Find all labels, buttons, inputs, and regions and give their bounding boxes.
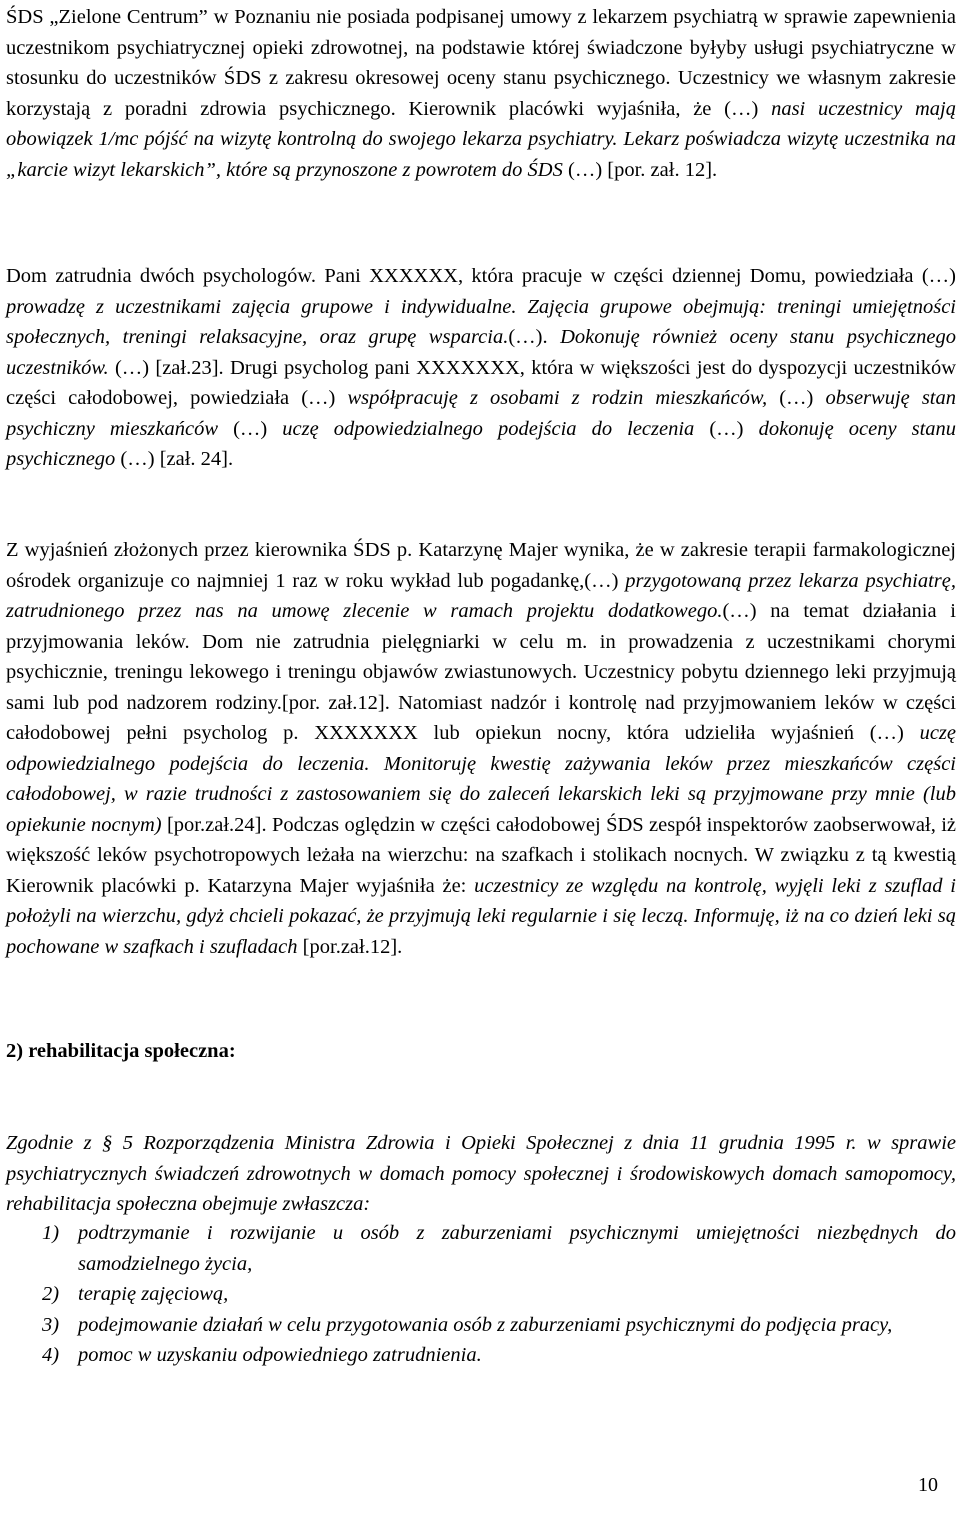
list-item-text: podtrzymanie i rozwijanie u osób z zaburzeniami psychicznymi umiejętności niezbędnych do samodzielnego życia, (78, 1222, 956, 1275)
italic-quote-run: Dokonuję również oceny stanu psychicznego uczestników. (6, 326, 957, 379)
text-run: (…). (508, 326, 561, 348)
list-item (6, 1279, 956, 1310)
page-number: 10 (918, 1474, 938, 1496)
text-run: ŚDS „Zielone Centrum” w Poznaniu nie posiada podpisanej umowy z lekarzem psychiatrą w sprawie zapewnienia uczestnikom psychiatrycznej opieki zdrowotnej, na podstawie której świadczone byłyby usługi psychiatryczne w stosunku do uczestników ŚDS z zakresu okresowej oceny stanu psychicznego. Uczestnicy we własnym zakresie korzystają z poradni zdrowia psychicznego. Kierownik placówki wyjaśniła, że (…) (6, 6, 956, 120)
list-item-text: pomoc w uzyskaniu odpowiedniego zatrudnienia. (78, 1344, 482, 1366)
list-item-number: 3) (42, 1313, 60, 1336)
list-item-text: podejmowanie działań w celu przygotowania osób z zaburzeniami psychicznymi do podjęcia pracy, (78, 1313, 893, 1336)
italic-quote-run: uczestnicy ze względu na kontrolę, wyjęli leki z szuflad i położyli na wierzchu, gdyż chcieli pokazać, że przyjmują leki regularnie i się leczą. Informuję, iż na co dzień leki są pochowane w szafkach i szufladach (6, 874, 957, 958)
italic-quote-run: prowadzę z uczestnikami zajęcia grupowe i indywidualne. Zajęcia grupowe obejmują: treningi umiejętności społecznych, treningi relaksacyjne, oraz grupę wsparcia. (6, 295, 956, 348)
list-item-number: 4) (42, 1344, 60, 1366)
text-run: (…) [zał.23]. Drugi psycholog pani XXXXXXX, która w większości jest do dyspozycji uczestników części całodobowej, powiedziała (…) (6, 356, 956, 409)
list-item (6, 1340, 956, 1371)
italic-quote-run: współpracuję z osobami z rodzin mieszkańców, (347, 387, 768, 409)
list-item-number: 2) (42, 1283, 60, 1305)
section-heading: 2) rehabilitacja społeczna: (6, 1040, 236, 1062)
italic-quote-run: obserwuję stan psychiczny mieszkańców (6, 387, 956, 440)
italic-quote-run: przygotowaną przez lekarza psychiatrę, zatrudnionego przez nas na umowę zlecenie w ramach projektu dodatkowego. (6, 569, 957, 622)
text-run: (…) [zał. 24]. (115, 448, 234, 470)
paragraph-regulation (6, 1128, 956, 1220)
list-item (6, 1218, 956, 1279)
rehabilitation-list (6, 1218, 956, 1371)
text-run: Dom zatrudnia dwóch psychologów. Pani XXXXXX, która pracuje w części dziennej Domu, powiedziała (…) (6, 265, 956, 287)
italic-quote-run: nasi uczestnicy mają obowiązek 1/mc pójść na wizytę kontrolną do swojego lekarza psychiatry. Lekarz poświadcza wizytę uczestnika na „karcie wizyt lekarskich”, które są przynoszone z powrotem do ŚDS (6, 97, 956, 181)
paragraph-psychiatric-care (6, 2, 956, 185)
text-run: [por.zał.24]. Podczas oględzin w części całodobowej ŚDS zespół inspektorów zaobserwował, iż większość leków psychotropowych leżała na wierzchu: na szafkach i stolikach nocnych. W związku z tą kwestią Kierownik placówki p. Katarzyna Majer wyjaśniła że: (6, 813, 956, 897)
italic-quote-run: uczę odpowiedzialnego podejścia do leczenia (282, 417, 695, 440)
italic-quote-run: dokonuję oceny stanu psychicznego (6, 417, 957, 470)
text-run: (…) (767, 387, 826, 409)
text-run: (…) (694, 417, 759, 440)
italic-quote-run: Zgodnie z § 5 Rozporządzenia Ministra Zdrowia i Opieki Społecznej z dnia 11 grudnia 1995 r. w sprawie psychiatrycznych świadczeń zdrowotnych w domach pomocy społecznej i środowiskowych domach samopomocy, rehabilitacja społeczna obejmuje zwłaszcza: (6, 1132, 956, 1215)
text-run: (…) na temat działania i przyjmowania leków. Dom nie zatrudnia pielęgniarki w celu m. in prowadzenia z uczestnikami chorymi psychicznie, treningu lekowego i treningu objawów zwiastunowych. Uczestnicy pobytu dziennego leki przyjmują sami lub pod nadzorem rodziny.[por. zał.12]. Natomiast nadzór i kontrolę nad przyjmowaniem leków w części całodobowej pełni psycholog p. XXXXXXX lub opiekun nocny, która udzieliła wyjaśnień (…) (6, 600, 956, 744)
text-run: (…) (218, 417, 283, 440)
list-item (6, 1310, 956, 1341)
text-run: Z wyjaśnień złożonych przez kierownika ŚDS p. Katarzynę Majer wynika, że w zakresie terapii farmakologicznej ośrodek organizuje co najmniej 1 raz w roku wykład lub pogadankę,(…) (6, 539, 956, 592)
list-item-text: terapię zajęciową, (78, 1283, 229, 1305)
text-run: [por.zał.12]. (297, 935, 403, 958)
paragraph-psychologists (6, 261, 956, 475)
italic-quote-run: uczę odpowiedzialnego podejścia do leczenia. Monitoruję kwestię zażywania leków przez mieszkańców części całodobowej, w razie trudności z zastosowaniem się do zaleceń lekarskich leki są przyjmowane przy mnie (lub opiekunie nocnym) (6, 722, 956, 836)
text-run: (…) [por. zał. 12]. (562, 158, 718, 181)
paragraph-pharmacological-therapy (6, 535, 956, 962)
list-item-number: 1) (42, 1222, 60, 1244)
